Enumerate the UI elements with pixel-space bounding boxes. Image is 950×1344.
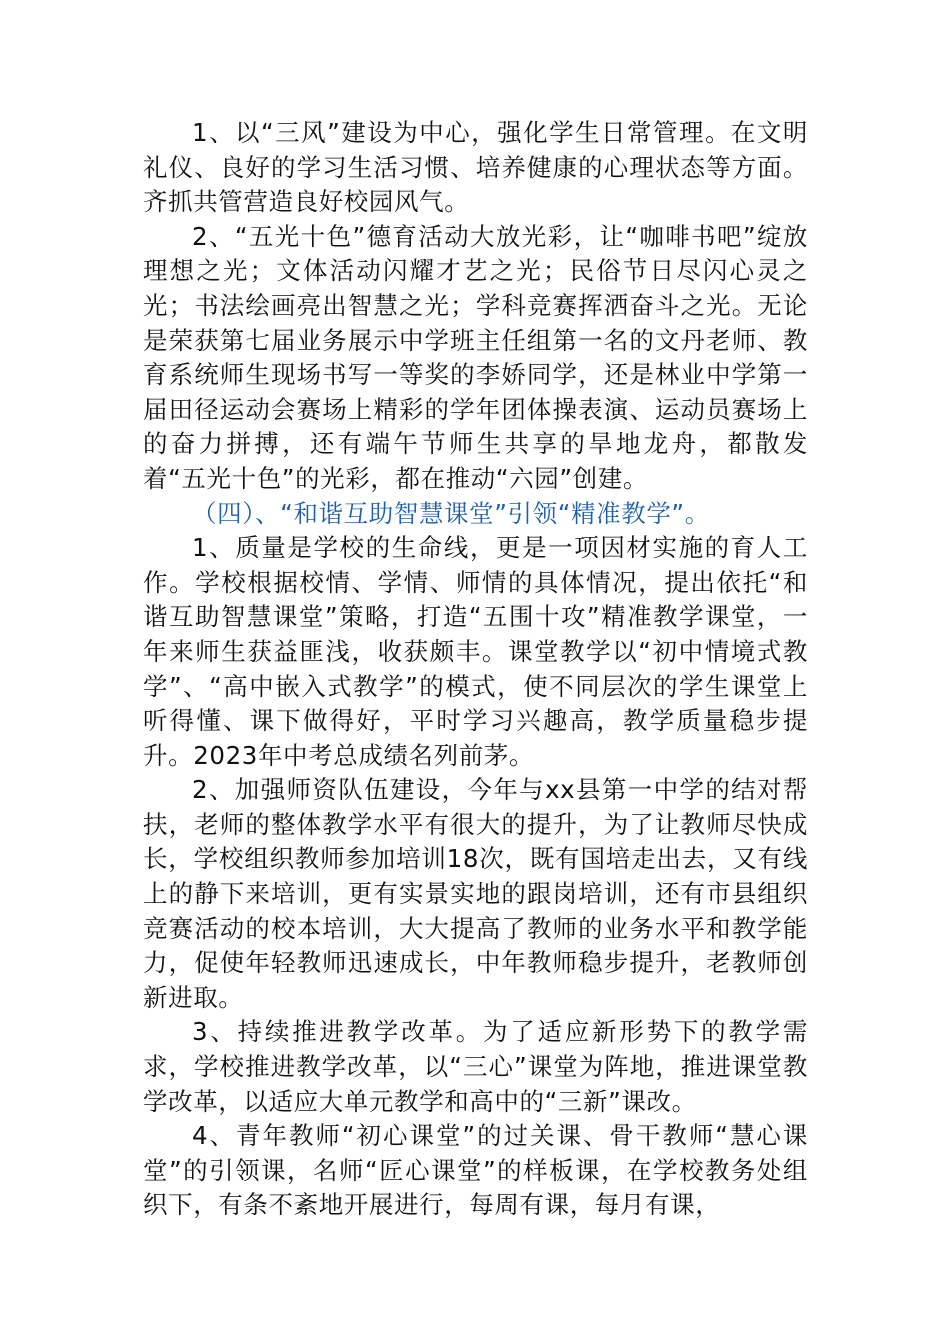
paragraph-2: 2、“五光十色”德育活动大放光彩，让“咖啡书吧”绽放理想之光；文体活动闪耀才艺之光；民俗节日尽闪心灵之光；书法绘画亮出智慧之光；学科竞赛挥洒奋斗之光。无论是荣获第七届业务展示中学班主任组第一名的文丹老师、教育系统师生现场书写一等奖的李娇同学，还是林业中学第一届田径运动会赛场上精彩的学年团体操表演、运动员赛场上的奋力拼搏，还有端午节师生共享的旱地龙舟，都散发着“五光十色”的光彩，都在推动“六园”创建。 bbox=[143, 221, 808, 493]
document-body bbox=[143, 116, 808, 1223]
section-heading-4: （四）、“和谐互助智慧课堂”引领“精准教学”。 bbox=[192, 498, 710, 528]
paragraph-1: 1、以“三风”建设为中心，强化学生日常管理。在文明礼仪、良好的学习生活习惯、培养健康的心理状态等方面。齐抓共管营造良好校园风气。 bbox=[143, 118, 808, 217]
paragraph-5: 3、持续推进教学改革。为了适应新形势下的教学需求，学校推进教学改革，以“三心”课堂为阵地，推进课堂教学改革，以适应大单元教学和高中的“三新”课改。 bbox=[143, 1017, 808, 1116]
paragraph-6: 4、青年教师“初心课堂”的过关课、骨干教师“慧心课堂”的引领课，名师“匠心课堂”的样板课，在学校教务处组织下，有条不紊地开展进行，每周有课，每月有课， bbox=[143, 1121, 808, 1220]
paragraph-3: 1、质量是学校的生命线，更是一项因材实施的育人工作。学校根据校情、学情、师情的具体情况，提出依托“和谐互助智慧课堂”策略，打造“五围十攻”精准教学课堂，一年来师生获益匪浅，收获颇丰。课堂教学以“初中情境式教学”、“高中嵌入式教学”的模式，使不同层次的学生课堂上听得懂、课下做得好，平时学习兴趣高，教学质量稳步提升。2023年中考总成绩名列前茅。 bbox=[143, 533, 808, 770]
paragraph-4: 2、加强师资队伍建设，今年与xx县第一中学的结对帮扶，老师的整体教学水平有很大的提升，为了让教师尽快成长，学校组织教师参加培训18次，既有国培走出去，又有线上的静下来培训，更有实景实地的跟岗培训，还有市县组织竞赛活动的校本培训，大大提高了教师的业务水平和教学能力，促使年轻教师迅速成长，中年教师稳步提升，老教师创新进取。 bbox=[143, 775, 808, 1012]
